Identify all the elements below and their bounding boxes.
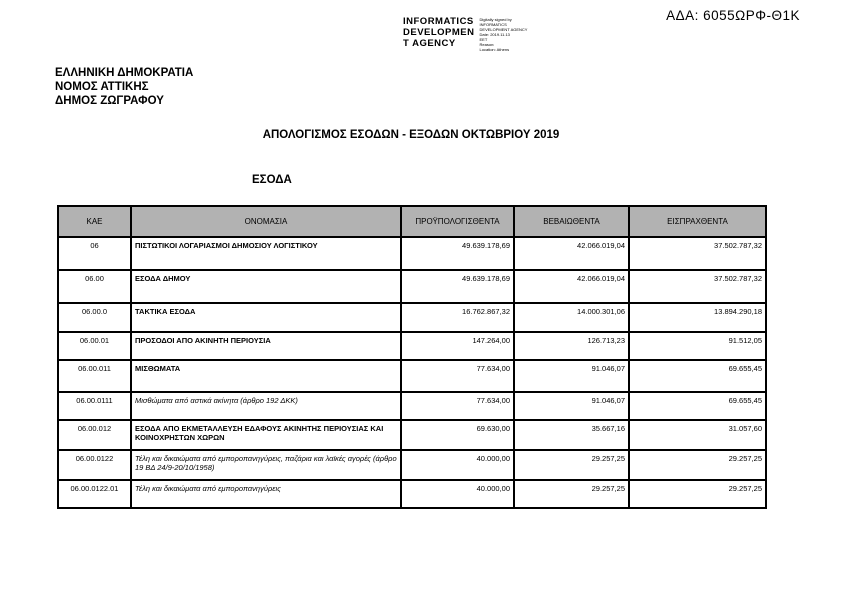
collected-cell: 29.257,25 (629, 450, 766, 480)
budgeted-cell: 77.634,00 (401, 392, 514, 420)
name-cell: ΕΣΟΔΑ ΔΗΜΟΥ (131, 270, 401, 303)
collected-cell: 69.655,45 (629, 392, 766, 420)
collected-cell: 13.894.290,18 (629, 303, 766, 332)
certified-cell: 91.046,07 (514, 392, 629, 420)
certified-cell: 29.257,25 (514, 480, 629, 508)
name-cell: Μισθώματα από αστικά ακίνητα (άρθρο 192 ΔΚΚ) (131, 392, 401, 420)
certified-cell: 29.257,25 (514, 450, 629, 480)
collected-cell: 91.512,05 (629, 332, 766, 360)
section-title-revenues: ΕΣΟΔΑ (252, 174, 292, 186)
stamp-small-line: Date: 2019.11.13 (479, 32, 510, 37)
table-row (58, 420, 766, 450)
kae-cell: 06.00.0122 (58, 450, 131, 480)
revenues-table (57, 205, 767, 509)
budgeted-cell: 40.000,00 (401, 450, 514, 480)
stamp-agency-name (403, 16, 475, 52)
org-line-republic: ΕΛΛΗΝΙΚΗ ΔΗΜΟΚΡΑΤΙΑ (55, 67, 194, 79)
table-body (58, 237, 766, 508)
kae-cell: 06.00.0111 (58, 392, 131, 420)
table-row (58, 303, 766, 332)
col-header-certified: ΒΕΒΑΙΩΘΕΝΤΑ (514, 206, 629, 237)
table-row (58, 332, 766, 360)
table-row (58, 360, 766, 392)
collected-cell: 37.502.787,32 (629, 237, 766, 270)
org-line-municipality: ΔΗΜΟΣ ΖΩΓΡΑΦΟΥ (55, 95, 164, 107)
table-row (58, 480, 766, 508)
stamp-big-line: DEVELOPMEN (403, 27, 475, 38)
certified-cell: 91.046,07 (514, 360, 629, 392)
certified-cell: 35.667,16 (514, 420, 629, 450)
name-cell: ΕΣΟΔΑ ΑΠΟ ΕΚΜΕΤΑΛΛΕΥΣΗ ΕΔΑΦΟΥΣ ΑΚΙΝΗΤΗΣ ΠΕΡΙΟΥΣΙΑΣ ΚΑΙ ΚΟΙΝΟΧΡΗΣΤΩΝ ΧΩΡΩΝ (131, 420, 401, 450)
stamp-small-line: Location: Athens (479, 47, 510, 52)
certified-cell: 42.066.019,04 (514, 237, 629, 270)
name-cell: ΤΑΚΤΙΚΑ ΕΣΟΔΑ (131, 303, 401, 332)
name-cell: Τέλη και δικαιώματα από εμποροπανηγύρεις, παζάρια και λαϊκές αγορές (άρθρο 19 ΒΔ 24/9-20/10/1958) (131, 450, 401, 480)
table-header (58, 206, 766, 237)
stamp-big-line: T AGENCY (403, 38, 456, 49)
collected-cell: 29.257,25 (629, 480, 766, 508)
kae-cell: 06.00.011 (58, 360, 131, 392)
kae-cell: 06.00.012 (58, 420, 131, 450)
collected-cell: 37.502.787,32 (629, 270, 766, 303)
table-row (58, 270, 766, 303)
col-header-kae: ΚΑΕ (58, 206, 131, 237)
budgeted-cell: 69.630,00 (401, 420, 514, 450)
stamp-small-line: INFORMATICS (479, 22, 507, 27)
kae-cell: 06.00 (58, 270, 131, 303)
digital-signature-stamp (403, 16, 527, 52)
stamp-signature-details (480, 16, 528, 52)
table-row (58, 392, 766, 420)
certified-cell: 126.713,23 (514, 332, 629, 360)
stamp-small-line: Digitally signed by (479, 17, 512, 22)
stamp-big-line: INFORMATICS (403, 16, 474, 27)
name-cell: ΠΡΟΣΟΔΟΙ ΑΠΟ ΑΚΙΝΗΤΗ ΠΕΡΙΟΥΣΙΑ (131, 332, 401, 360)
ada-code: ΑΔΑ: 6055ΩΡΦ-Θ1Κ (666, 8, 800, 23)
certified-cell: 14.000.301,06 (514, 303, 629, 332)
org-line-prefecture: ΝΟΜΟΣ ΑΤΤΙΚΗΣ (55, 81, 149, 93)
name-cell: Τέλη και δικαιώματα από εμποροπανηγύρεις (131, 480, 401, 508)
name-cell: ΠΙΣΤΩΤΙΚΟΙ ΛΟΓΑΡΙΑΣΜΟΙ ΔΗΜΟΣΙΟΥ ΛΟΓΙΣΤΙΚΟΥ (131, 237, 401, 270)
budgeted-cell: 147.264,00 (401, 332, 514, 360)
kae-cell: 06 (58, 237, 131, 270)
table-row (58, 237, 766, 270)
page-title: ΑΠΟΛΟΓΙΣΜΟΣ ΕΣΟΔΩΝ - ΕΞΟΔΩΝ ΟΚΤΩΒΡΙΟΥ 2019 (262, 129, 560, 141)
organisation-block (55, 66, 193, 108)
stamp-small-line: Reason: (479, 42, 495, 47)
kae-cell: 06.00.0122.01 (58, 480, 131, 508)
table-row (58, 450, 766, 480)
budgeted-cell: 16.762.867,32 (401, 303, 514, 332)
certified-cell: 42.066.019,04 (514, 270, 629, 303)
col-header-name: ΟΝΟΜΑΣΙΑ (131, 206, 401, 237)
stamp-small-line: DEVELOPMENT AGENCY (479, 27, 528, 32)
stamp-small-line: EET (479, 37, 488, 42)
kae-cell: 06.00.0 (58, 303, 131, 332)
budgeted-cell: 49.639.178,69 (401, 237, 514, 270)
budgeted-cell: 49.639.178,69 (401, 270, 514, 303)
name-cell: ΜΙΣΘΩΜΑΤΑ (131, 360, 401, 392)
collected-cell: 31.057,60 (629, 420, 766, 450)
collected-cell: 69.655,45 (629, 360, 766, 392)
kae-cell: 06.00.01 (58, 332, 131, 360)
col-header-budgeted: ΠΡΟΫΠΟΛΟΓΙΣΘΕΝΤΑ (401, 206, 514, 237)
budgeted-cell: 40.000,00 (401, 480, 514, 508)
budgeted-cell: 77.634,00 (401, 360, 514, 392)
col-header-collected: ΕΙΣΠΡΑΧΘΕΝΤΑ (629, 206, 766, 237)
